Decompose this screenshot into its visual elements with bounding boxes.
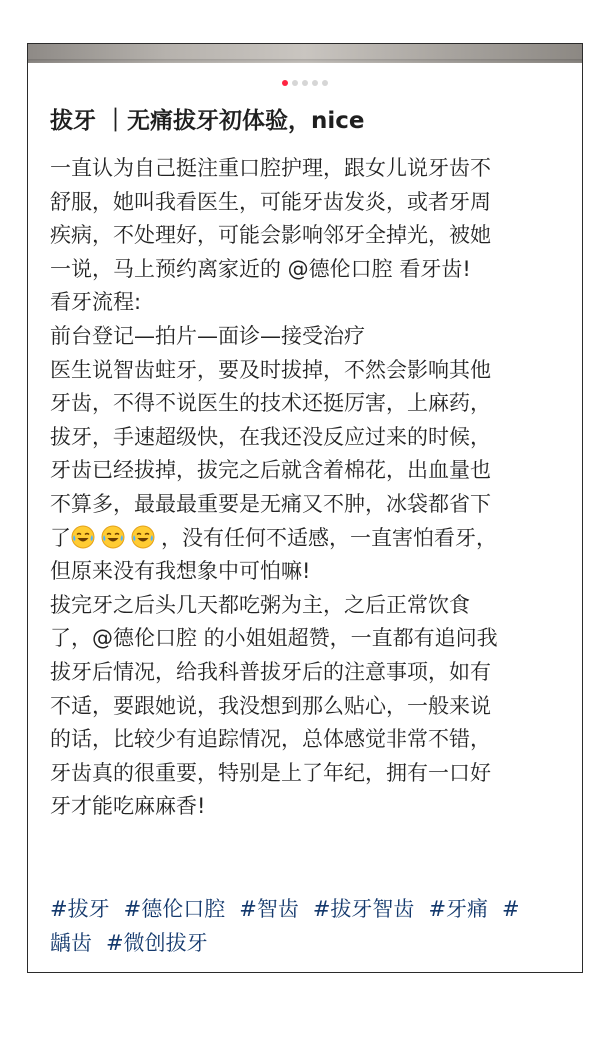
- hashtag-link[interactable]: #微创拔牙: [106, 931, 208, 955]
- body-line: 疾病，不处理好，可能会影响邻牙全掉光，被她: [50, 223, 491, 248]
- hashtag-row: [50, 892, 570, 926]
- body-line: 一说，马上预约离家近的 @德伦口腔 看牙齿!: [50, 256, 471, 281]
- body-line: 牙齿，不得不说医生的技术还挺厉害，上麻药，: [50, 391, 491, 416]
- body-line: 牙齿已经拔掉，拔完之后就含着棉花，出血量也: [50, 458, 491, 483]
- face-with-tears-of-joy-icon: [131, 525, 155, 549]
- body-line: 舒服，她叫我看医生，可能牙齿发炎，或者牙周: [50, 189, 491, 214]
- body-line: 拔牙，手速超级快，在我还没反应过来的时候，: [50, 424, 491, 449]
- body-line: 牙才能吃麻麻香!: [50, 794, 206, 819]
- hashtag-list: [50, 892, 570, 960]
- body-line: 一直认为自己挺注重口腔护理，跟女儿说牙齿不: [50, 156, 491, 180]
- body-line: 不算多，最最最重要是无痛又不肿，冰袋都省下: [50, 491, 491, 516]
- hashtag-link[interactable]: #拔牙: [50, 897, 110, 921]
- post-card: [27, 43, 583, 973]
- body-line: 了，@德伦口腔 的小姐姐超赞，一直都有追问我: [50, 626, 498, 651]
- carousel-indicator: [28, 80, 582, 88]
- body-line: 医生说智齿蛀牙，要及时拔掉，不然会影响其他: [50, 357, 491, 382]
- body-line: 但原来没有我想象中可怕嘛!: [50, 559, 311, 584]
- hashtag-row: [50, 926, 570, 960]
- body-line-with-emoji: [50, 522, 570, 556]
- carousel-dot-3[interactable]: [302, 80, 308, 86]
- hashtag-link[interactable]: #拔牙智齿: [312, 897, 415, 921]
- carousel-dot-4[interactable]: [312, 80, 318, 86]
- post-body: [50, 152, 570, 824]
- body-line: 前台登记—拍片—面诊—接受治疗: [50, 323, 365, 348]
- body-line: 看牙流程:: [50, 290, 142, 315]
- post-photo[interactable]: [28, 44, 582, 63]
- body-line: 拔牙后情况，给我科普拔牙后的注意事项，如有: [50, 659, 491, 684]
- carousel-dot-5[interactable]: [322, 80, 328, 86]
- carousel-dot-1[interactable]: [282, 80, 288, 86]
- body-line: 拔完牙之后头几天都吃粥为主，之后正常饮食: [50, 592, 470, 617]
- face-with-tears-of-joy-icon: [101, 525, 125, 549]
- hashtag-link-part[interactable]: 龋齿: [50, 931, 92, 955]
- body-line: 不适，要跟她说，我没想到那么贴心，一般来说: [50, 693, 491, 718]
- face-with-tears-of-joy-icon: [71, 525, 95, 549]
- body-line: 牙齿真的很重要，特别是上了年纪，拥有一口好: [50, 760, 491, 785]
- body-line: 的话，比较少有追踪情况，总体感觉非常不错，: [50, 727, 491, 752]
- post-title: 拔牙 ｜无痛拔牙初体验，nice: [50, 108, 365, 134]
- hashtag-link-part[interactable]: #: [502, 897, 520, 921]
- hashtag-link[interactable]: #智齿: [239, 897, 299, 921]
- hashtag-link[interactable]: #德伦口腔: [123, 897, 226, 921]
- hashtag-link[interactable]: #牙痛: [428, 897, 489, 921]
- body-text: 了: [50, 525, 71, 550]
- body-text: ，没有任何不适感，一直害怕看牙，: [161, 525, 497, 550]
- carousel-dot-2[interactable]: [292, 80, 298, 86]
